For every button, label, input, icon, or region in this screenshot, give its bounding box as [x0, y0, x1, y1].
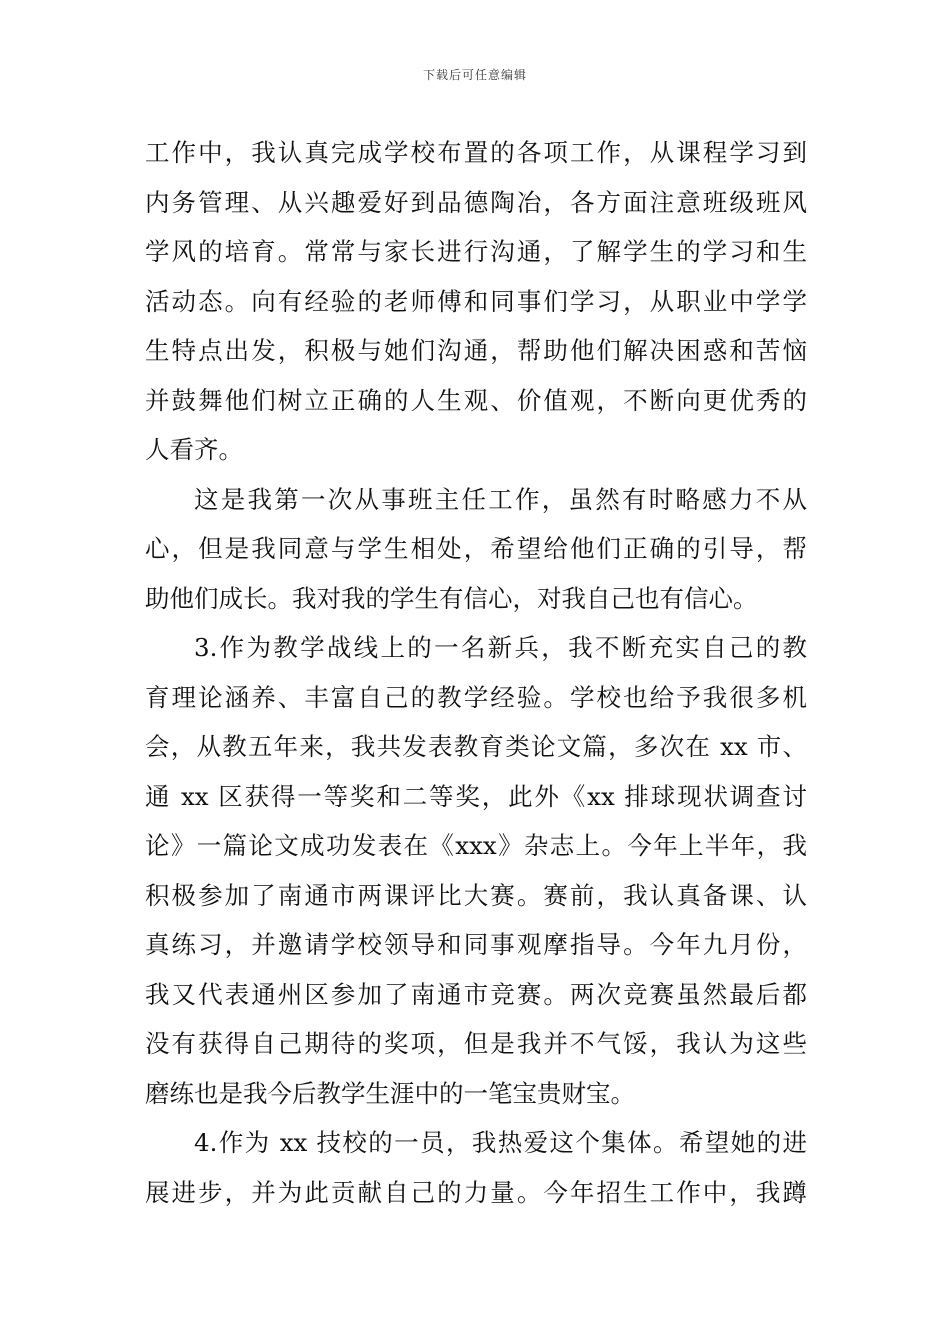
paragraph-3 — [145, 623, 807, 1118]
text-line: 内务管理、从兴趣爱好到品德陶冶，各方面注意班级班风 — [145, 187, 807, 217]
text-line: 工作中，我认真完成学校布置的各项工作，从课程学习到 — [145, 138, 807, 167]
text-line: 这是我第一次从事班主任工作，虽然有时略感力不从 — [194, 484, 807, 514]
text-line: 活动态。向有经验的老师傅和同事们学习，从职业中学学 — [145, 286, 807, 316]
text-line: 助他们成长。我对我的学生有信心，对我自己也有信心。 — [145, 583, 758, 613]
text-line: 没有获得自己期待的奖项，但是我并不气馁，我认为这些 — [145, 1029, 807, 1058]
text-line: 育理论涵养、丰富自己的教学经验。学校也给予我很多机 — [145, 682, 807, 712]
text-line: 展进步，并为此贡献自己的力量。今年招生工作中，我蹲 — [145, 1177, 807, 1207]
header-note: 下载后可任意编辑 — [422, 68, 527, 82]
text-line: 并鼓舞他们树立正确的人生观、价值观，不断向更优秀的 — [145, 385, 807, 415]
text-line: 积极参加了南通市两课评比大赛。赛前，我认真备课、认 — [145, 880, 807, 910]
text-line: 3.作为教学战线上的一名新兵，我不断充实自己的教 — [194, 633, 807, 662]
text-line: 人看齐。 — [145, 435, 243, 464]
paragraph-4 — [145, 1118, 807, 1217]
text-line: 真练习，并邀请学校领导和同事观摩指导。今年九月份， — [145, 930, 807, 959]
text-line: 会，从教五年来，我共发表教育类论文篇，多次在 xx 市、 — [145, 732, 807, 761]
text-line: 通 xx 区获得一等奖和二等奖，此外《xx 排球现状调查讨 — [145, 781, 807, 811]
paragraph-1 — [145, 128, 807, 475]
text-line: 生特点出发，积极与她们沟通，帮助他们解决困惑和苦恼 — [145, 336, 807, 365]
text-line: 我又代表通州区参加了南通市竞赛。两次竞赛虽然最后都 — [145, 979, 807, 1009]
text-line: 磨练也是我今后教学生涯中的一笔宝贵财宝。 — [145, 1078, 635, 1108]
text-line: 学风的培育。常常与家长进行沟通，了解学生的学习和生 — [145, 237, 807, 266]
body-text — [145, 128, 807, 1217]
text-line: 心，但是我同意与学生相处，希望给他们正确的引导，帮 — [145, 534, 807, 563]
text-line: 论》一篇论文成功发表在《xxx》杂志上。今年上半年，我 — [145, 831, 807, 860]
text-line: 4.作为 xx 技校的一员，我热爱这个集体。希望她的进 — [194, 1128, 807, 1157]
paragraph-2 — [145, 475, 807, 624]
